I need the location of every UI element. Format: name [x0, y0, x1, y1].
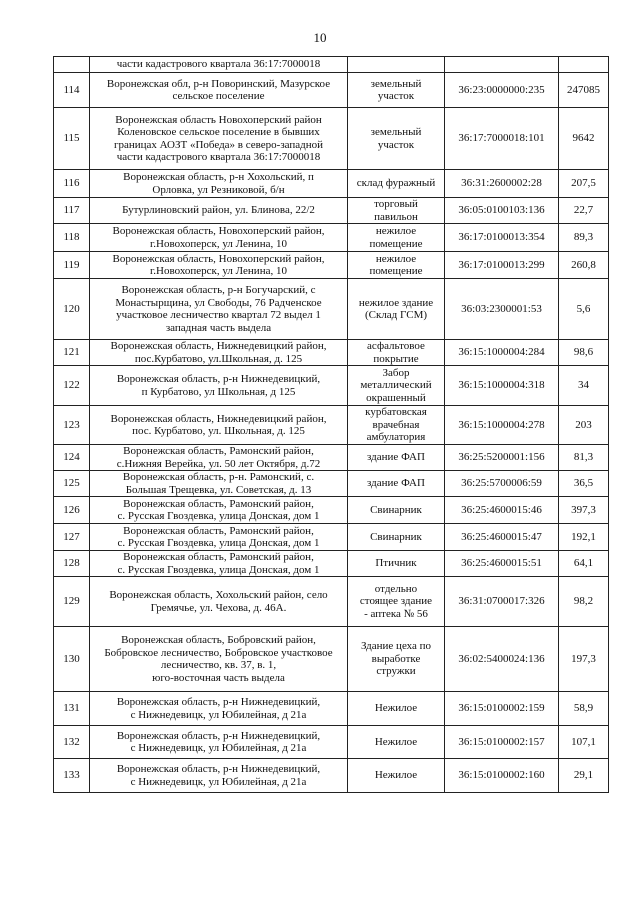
- address-line: Воронежская область, Хохольский район, село: [109, 589, 328, 601]
- object-name-line: земельный: [370, 77, 422, 90]
- object-name-cell: [348, 224, 445, 252]
- table-row: [54, 524, 609, 551]
- object-name-line: стружки: [376, 665, 416, 678]
- table-row: [54, 497, 609, 524]
- object-name-cell: [348, 366, 445, 406]
- cadastral-number-cell: 36:25:4600015:47: [445, 524, 559, 551]
- area-cell: 36,5: [559, 471, 609, 497]
- row-number-cell: 128: [54, 551, 90, 577]
- object-name-line: Свинарник: [370, 530, 422, 543]
- row-number-cell: 115: [54, 108, 90, 170]
- address-line: г.Новохоперск, ул Ленина, 10: [150, 237, 287, 250]
- address-cell: [90, 627, 348, 692]
- cadastral-number-cell: 36:25:5700006:59: [445, 471, 559, 497]
- address-line: Воронежская область Новохоперский район: [115, 113, 322, 126]
- page-number: 10: [313, 30, 327, 45]
- address-line: с Нижнедевицк, ул Юбилейная, д 21а: [130, 742, 307, 754]
- object-name-line: амбулатория: [366, 431, 426, 444]
- cadastral-number-cell: 36:15:1000004:318: [445, 366, 559, 406]
- address-line: Воронежская область, Нижнедевицкий район,: [110, 412, 327, 425]
- object-name-line: курбатовская: [365, 406, 427, 419]
- object-name-line: помещение: [369, 237, 423, 250]
- address-line: Бутурлиновский район, ул. Блинова, 22/2: [122, 204, 315, 217]
- object-name-line: торговый: [374, 198, 418, 210]
- address-line: Воронежская область, р-н Нижнедевицкий,: [116, 373, 321, 385]
- table-row: [54, 551, 609, 577]
- row-number-cell: 120: [54, 279, 90, 340]
- object-name-line: Нежилое: [374, 735, 418, 748]
- address-line: с Нижнедевицк, ул Юбилейная, д 21а: [130, 775, 307, 788]
- table-row: [54, 577, 609, 627]
- address-line: Воронежская область, Бобровский район,: [121, 634, 316, 646]
- address-line: Коленовское сельское поселение в бывших: [117, 126, 320, 138]
- cadastral-number-cell: 36:02:5400024:136: [445, 627, 559, 692]
- object-name-line: склад фуражный: [356, 177, 436, 190]
- address-line: Воронежская область, р-н Нижнедевицкий,: [116, 696, 321, 708]
- area-cell: 260,8: [559, 252, 609, 279]
- cadastral-number-cell: 36:15:0100002:159: [445, 692, 559, 726]
- table-row: [54, 108, 609, 170]
- row-number-cell: 121: [54, 340, 90, 366]
- table-row: [54, 198, 609, 224]
- object-name-cell: [348, 759, 445, 793]
- address-line: Воронежская область, Новохоперский район,: [112, 225, 325, 237]
- object-name-cell: [348, 73, 445, 108]
- area-cell: 98,6: [559, 340, 609, 366]
- row-number-cell: 130: [54, 627, 90, 692]
- address-line: Воронежская область, Рамонский район,: [123, 445, 314, 457]
- object-name-line: нежилое: [375, 225, 417, 237]
- row-number-cell: 131: [54, 692, 90, 726]
- object-name-line: павильон: [374, 210, 418, 223]
- table-row: [54, 726, 609, 759]
- table-row: [54, 224, 609, 252]
- address-line: границах АОЗТ «Победа» в северо-западной: [113, 138, 324, 151]
- table-row: [54, 279, 609, 340]
- cadastral-number-cell: 36:31:0700017:326: [445, 577, 559, 627]
- address-line: с. Русская Гвоздевка, улица Донская, дом 1: [117, 510, 320, 522]
- address-line: лесничество, кв. 37, в. 1,: [160, 659, 277, 671]
- address-cell: [90, 445, 348, 471]
- address-cell: [90, 57, 348, 73]
- object-name-cell: [348, 57, 445, 73]
- address-line: с. Русская Гвоздевка, улица Донская, дом 1: [117, 563, 320, 576]
- address-line: сельское поселение: [172, 90, 265, 102]
- address-line: Орловка, ул Резниковой, б/н: [152, 183, 285, 196]
- cadastral-number-cell: 36:15:0100002:157: [445, 726, 559, 759]
- address-cell: [90, 471, 348, 497]
- object-name-cell: [348, 692, 445, 726]
- address-line: Воронежская область, Новохоперский район,: [112, 252, 325, 265]
- address-line: п Курбатово, ул Школьная, д 125: [141, 385, 296, 398]
- address-line: с. Русская Гвоздевка, улица Донская, дом 1: [117, 537, 320, 549]
- address-line: пос. Курбатово, ул. Школьная, д. 125: [132, 425, 305, 437]
- cadastral-number-cell: 36:17:0100013:354: [445, 224, 559, 252]
- address-line: Гремячье, ул. Чехова, д. 46А.: [150, 601, 287, 614]
- table-row: [54, 627, 609, 692]
- table-row: [54, 170, 609, 198]
- area-cell: 89,3: [559, 224, 609, 252]
- registry-table-body: [54, 57, 609, 793]
- object-name-cell: [348, 170, 445, 198]
- table-row: [54, 73, 609, 108]
- address-cell: [90, 524, 348, 551]
- cadastral-number-cell: 36:25:4600015:46: [445, 497, 559, 524]
- object-name-cell: [348, 279, 445, 340]
- address-cell: [90, 551, 348, 577]
- area-cell: 34: [559, 366, 609, 406]
- object-name-cell: [348, 551, 445, 577]
- cadastral-number-cell: 36:31:2600002:28: [445, 170, 559, 198]
- address-line: юго-восточная часть выдела: [152, 671, 285, 684]
- cadastral-number-cell: 36:17:0100013:299: [445, 252, 559, 279]
- row-number-cell: 132: [54, 726, 90, 759]
- area-cell: 192,1: [559, 524, 609, 551]
- cadastral-number-cell: 36:15:1000004:278: [445, 406, 559, 445]
- cadastral-number-cell: 36:03:2300001:53: [445, 279, 559, 340]
- table-row: [54, 759, 609, 793]
- cadastral-number-cell: 36:25:5200001:156: [445, 445, 559, 471]
- object-name-line: покрытие: [373, 352, 419, 365]
- object-name-line: окрашенный: [366, 391, 426, 404]
- address-line: Воронежская область, Рамонский район,: [123, 551, 314, 563]
- object-name-line: выработке: [371, 652, 421, 665]
- address-line: Воронежская область, Рамонский район,: [123, 524, 314, 537]
- table-row: [54, 57, 609, 73]
- row-number-cell: 116: [54, 170, 90, 198]
- address-line: Воронежская обл, р-н Поворинский, Мазурское: [106, 77, 331, 90]
- object-name-line: земельный: [370, 126, 422, 138]
- address-line: г.Новохоперск, ул Ленина, 10: [150, 265, 287, 277]
- address-line: Большая Трещевка, ул. Советская, д. 13: [125, 483, 312, 496]
- area-cell: 58,9: [559, 692, 609, 726]
- cadastral-number-cell: [445, 57, 559, 73]
- area-cell: 64,1: [559, 551, 609, 577]
- area-cell: 81,3: [559, 445, 609, 471]
- address-cell: [90, 224, 348, 252]
- area-cell: 397,3: [559, 497, 609, 524]
- address-cell: [90, 497, 348, 524]
- object-name-cell: [348, 445, 445, 471]
- address-cell: [90, 170, 348, 198]
- area-cell: 5,6: [559, 279, 609, 340]
- address-line: западная часть выдела: [165, 321, 272, 334]
- object-name-line: Здание цеха по: [360, 640, 432, 653]
- cadastral-number-cell: 36:15:1000004:284: [445, 340, 559, 366]
- row-number-cell: 117: [54, 198, 90, 224]
- table-row: [54, 471, 609, 497]
- object-name-line: нежилое здание: [358, 296, 434, 309]
- table-row: [54, 340, 609, 366]
- area-cell: [559, 57, 609, 73]
- object-name-cell: [348, 471, 445, 497]
- address-cell: [90, 406, 348, 445]
- address-cell: [90, 252, 348, 279]
- area-cell: 9642: [559, 108, 609, 170]
- address-cell: [90, 692, 348, 726]
- address-line: Воронежская область, р-н. Рамонский, с.: [122, 471, 315, 483]
- address-line: Воронежская область, Нижнедевицкий район,: [110, 340, 327, 352]
- address-line: Монастырщина, ул Свободы, 76 Радченское: [115, 296, 322, 309]
- address-cell: [90, 279, 348, 340]
- area-cell: 107,1: [559, 726, 609, 759]
- address-line: части кадастрового квартала 36:17:7000018: [116, 58, 321, 71]
- table-row: [54, 445, 609, 471]
- table-row: [54, 252, 609, 279]
- address-cell: [90, 73, 348, 108]
- object-name-cell: [348, 577, 445, 627]
- object-name-line: здание ФАП: [367, 451, 425, 464]
- row-number-cell: 124: [54, 445, 90, 471]
- area-cell: 203: [559, 406, 609, 445]
- address-line: участковое лесничество квартал 72 выдел 1: [116, 309, 321, 321]
- address-cell: [90, 108, 348, 170]
- object-name-line: Птичник: [375, 557, 417, 570]
- area-cell: 207,5: [559, 170, 609, 198]
- table-row: [54, 692, 609, 726]
- address-line: с.Нижняя Верейка, ул. 50 лет Октября, д.72: [116, 457, 321, 470]
- object-name-line: Нежилое: [374, 702, 418, 715]
- object-name-line: нежилое: [375, 252, 417, 265]
- address-line: Воронежская область, р-н Богучарский, с: [121, 284, 316, 296]
- address-line: Воронежская область, р-н Нижнедевицкий,: [116, 729, 321, 742]
- object-name-line: Свинарник: [370, 503, 422, 516]
- address-line: Воронежская область, р-н Хохольский, п: [123, 171, 314, 183]
- object-name-cell: [348, 252, 445, 279]
- object-name-line: (Склад ГСМ): [364, 309, 428, 321]
- cadastral-number-cell: 36:17:7000018:101: [445, 108, 559, 170]
- row-number-cell: 125: [54, 471, 90, 497]
- object-name-line: - аптека № 56: [364, 607, 428, 620]
- object-name-cell: [348, 406, 445, 445]
- cadastral-number-cell: 36:05:0100103:136: [445, 198, 559, 224]
- address-cell: [90, 340, 348, 366]
- address-line: части кадастрового квартала 36:17:7000018: [116, 151, 321, 163]
- address-line: Воронежская область, Рамонский район,: [123, 497, 314, 510]
- address-line: пос.Курбатово, ул.Школьная, д. 125: [134, 352, 303, 365]
- table-row: [54, 406, 609, 445]
- area-cell: 197,3: [559, 627, 609, 692]
- object-name-line: Нежилое: [374, 769, 418, 782]
- row-number-cell: 129: [54, 577, 90, 627]
- address-line: Бобровское лесничество, Бобровское участковое: [104, 646, 333, 659]
- object-name-cell: [348, 108, 445, 170]
- table-row: [54, 366, 609, 406]
- cadastral-number-cell: 36:15:0100002:160: [445, 759, 559, 793]
- object-name-cell: [348, 497, 445, 524]
- object-name-line: стоящее здание: [359, 595, 433, 608]
- address-line: с Нижнедевицк, ул Юбилейная, д 21а: [130, 708, 307, 721]
- object-name-line: помещение: [369, 265, 423, 277]
- row-number-cell: [54, 57, 90, 73]
- row-number-cell: 133: [54, 759, 90, 793]
- area-cell: 29,1: [559, 759, 609, 793]
- cadastral-number-cell: 36:25:4600015:51: [445, 551, 559, 577]
- object-name-line: отдельно: [374, 582, 418, 595]
- row-number-cell: 118: [54, 224, 90, 252]
- area-cell: 98,2: [559, 577, 609, 627]
- address-cell: [90, 726, 348, 759]
- row-number-cell: 114: [54, 73, 90, 108]
- object-name-line: участок: [377, 138, 415, 151]
- object-name-line: металлический: [360, 379, 432, 392]
- address-cell: [90, 198, 348, 224]
- row-number-cell: 126: [54, 497, 90, 524]
- cadastral-number-cell: 36:23:0000000:235: [445, 73, 559, 108]
- property-registry-table: [53, 56, 609, 793]
- object-name-line: асфальтовое: [367, 340, 425, 352]
- object-name-line: врачебная: [372, 418, 420, 431]
- address-cell: [90, 577, 348, 627]
- row-number-cell: 122: [54, 366, 90, 406]
- object-name-line: участок: [377, 90, 415, 102]
- object-name-line: Забор: [382, 366, 410, 379]
- row-number-cell: 123: [54, 406, 90, 445]
- object-name-cell: [348, 198, 445, 224]
- object-name-line: здание ФАП: [367, 477, 425, 490]
- area-cell: 22,7: [559, 198, 609, 224]
- address-cell: [90, 759, 348, 793]
- object-name-cell: [348, 627, 445, 692]
- row-number-cell: 127: [54, 524, 90, 551]
- address-cell: [90, 366, 348, 406]
- object-name-cell: [348, 726, 445, 759]
- object-name-cell: [348, 524, 445, 551]
- object-name-cell: [348, 340, 445, 366]
- row-number-cell: 119: [54, 252, 90, 279]
- address-line: Воронежская область, р-н Нижнедевицкий,: [116, 763, 321, 775]
- area-cell: 247085: [559, 73, 609, 108]
